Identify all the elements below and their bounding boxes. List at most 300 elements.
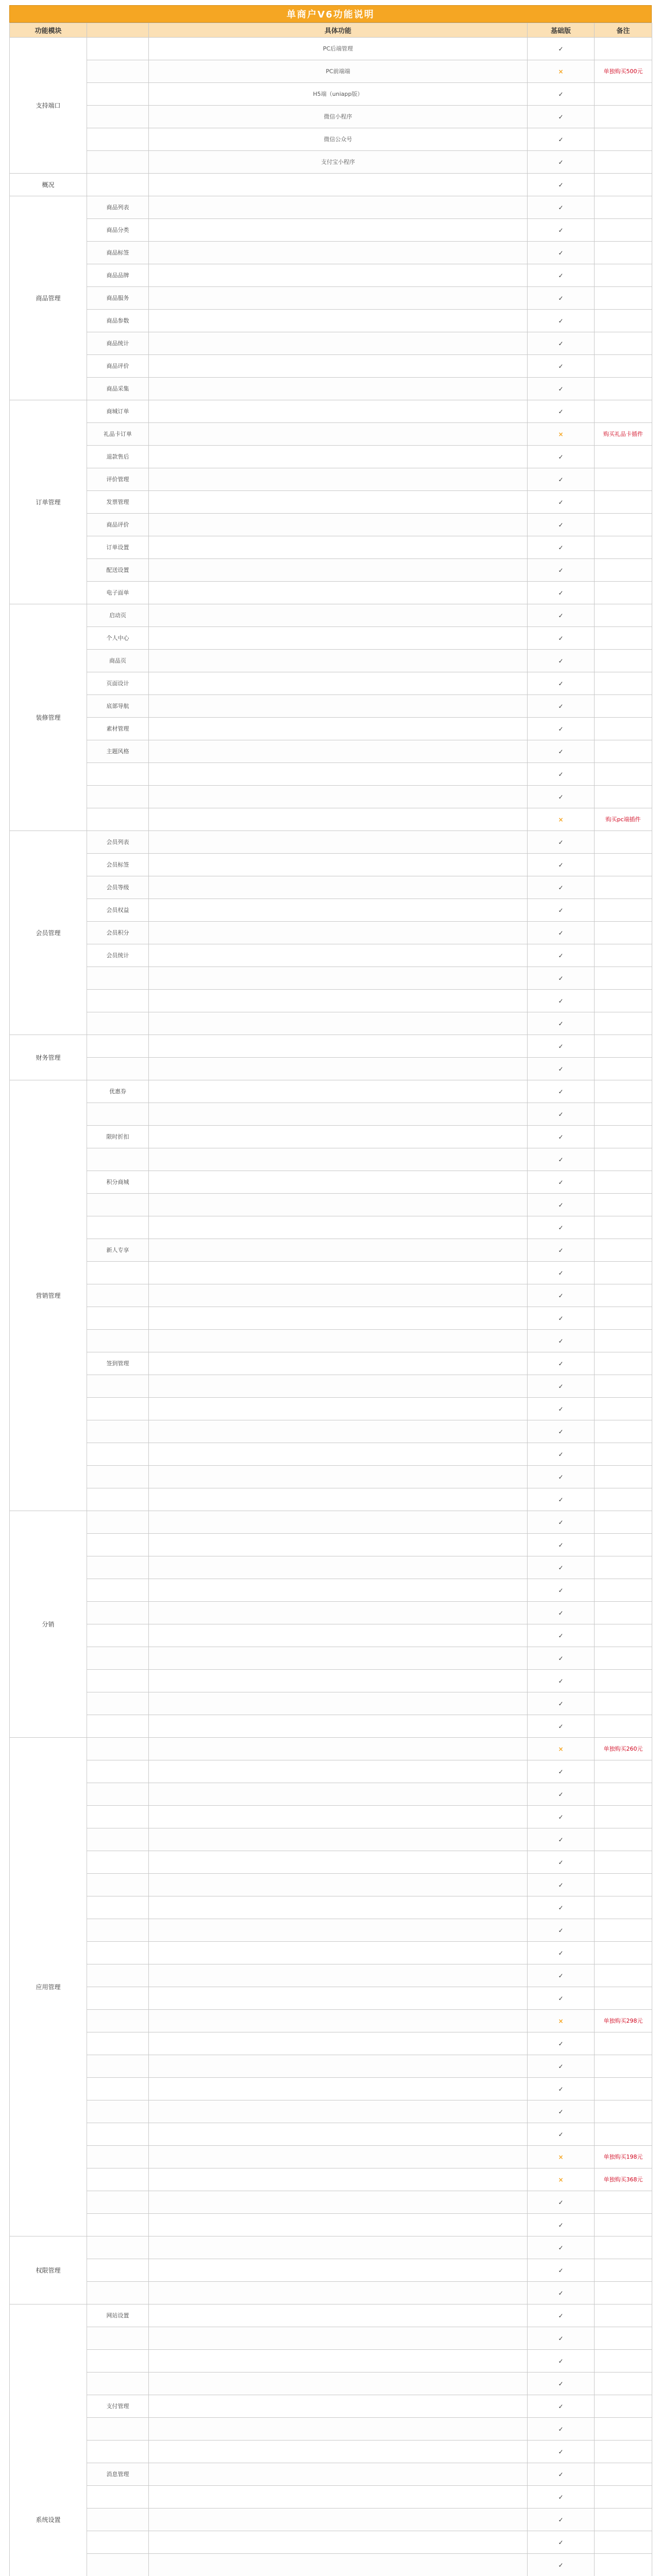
note-cell — [595, 1987, 652, 2010]
description-cell — [149, 1035, 528, 1058]
note-cell — [595, 2486, 652, 2509]
description-cell — [149, 1398, 528, 1420]
description-cell — [149, 763, 528, 786]
sub-category-cell — [87, 2554, 149, 2576]
note-cell — [595, 1126, 652, 1148]
table-row — [10, 2078, 652, 2100]
description-cell — [149, 1624, 528, 1647]
note-cell — [595, 1602, 652, 1624]
standard-check-cell: ✓ — [528, 1511, 595, 1534]
table-row — [10, 1579, 652, 1602]
standard-check-cell: ✓ — [528, 128, 595, 151]
standard-check-cell: ✓ — [528, 2531, 595, 2554]
table-row — [10, 2146, 652, 2168]
standard-check-cell: ✓ — [528, 1964, 595, 1987]
sub-category-cell: 支付管理 — [87, 2395, 149, 2418]
note-cell — [595, 491, 652, 514]
sub-category-cell: 商品采集 — [87, 378, 149, 400]
note-cell — [595, 1942, 652, 1964]
sub-category-cell — [87, 2055, 149, 2078]
sub-category-cell — [87, 1375, 149, 1398]
sub-category-cell: 会员等级 — [87, 876, 149, 899]
note-cell — [595, 627, 652, 650]
module-cell: 支持端口 — [10, 38, 87, 174]
table-row — [10, 355, 652, 378]
note-cell — [595, 1307, 652, 1330]
description-cell — [149, 400, 528, 423]
sub-category-cell — [87, 2509, 149, 2531]
standard-check-cell: ✓ — [528, 106, 595, 128]
table-row — [10, 1738, 652, 1760]
table-row — [10, 196, 652, 219]
note-cell — [595, 967, 652, 990]
sub-category-cell: 个人中心 — [87, 627, 149, 650]
table-row — [10, 106, 652, 128]
sub-category-cell — [87, 808, 149, 831]
table-row — [10, 786, 652, 808]
description-cell — [149, 2168, 528, 2191]
sub-category-cell: 签到管理 — [87, 1352, 149, 1375]
note-cell — [595, 876, 652, 899]
table-row — [10, 536, 652, 559]
description-cell — [149, 1466, 528, 1488]
note-cell — [595, 2395, 652, 2418]
table-row — [10, 2010, 652, 2032]
sub-category-cell — [87, 1919, 149, 1942]
standard-check-cell: ✓ — [528, 2055, 595, 2078]
document-title: 单商户V6功能说明 — [9, 5, 652, 23]
sub-category-cell — [87, 990, 149, 1012]
sub-category-cell: 限时折扣 — [87, 1126, 149, 1148]
header-sub — [87, 23, 149, 38]
sub-category-cell — [87, 2327, 149, 2350]
table-row — [10, 2100, 652, 2123]
note-cell — [595, 1035, 652, 1058]
description-cell — [149, 2146, 528, 2168]
description-cell — [149, 310, 528, 332]
module-cell: 应用管理 — [10, 1738, 87, 2236]
description-cell — [149, 967, 528, 990]
sub-category-cell — [87, 1307, 149, 1330]
description-cell — [149, 1851, 528, 1874]
sub-category-cell: 消息管理 — [87, 2463, 149, 2486]
description-cell — [149, 1352, 528, 1375]
standard-check-cell: ✓ — [528, 1828, 595, 1851]
standard-check-cell: ✓ — [528, 876, 595, 899]
sub-category-cell: 商品服务 — [87, 287, 149, 310]
sub-category-cell — [87, 2418, 149, 2441]
description-cell — [149, 559, 528, 582]
note-cell — [595, 536, 652, 559]
note-cell — [595, 264, 652, 287]
sub-category-cell — [87, 2259, 149, 2282]
note-cell: 单独购买198元 — [595, 2146, 652, 2168]
description-cell — [149, 922, 528, 944]
standard-check-cell: ✓ — [528, 604, 595, 627]
sub-category-cell: 配送设置 — [87, 559, 149, 582]
standard-check-cell: ✓ — [528, 2032, 595, 2055]
note-cell — [595, 446, 652, 468]
note-cell — [595, 355, 652, 378]
note-cell — [595, 2191, 652, 2214]
note-cell — [595, 38, 652, 60]
table-row — [10, 2259, 652, 2282]
description-cell — [149, 944, 528, 967]
header-note: 备注 — [595, 23, 652, 38]
standard-check-cell: × — [528, 2168, 595, 2191]
description-cell — [149, 1942, 528, 1964]
description-cell — [149, 2418, 528, 2441]
description-cell — [149, 1874, 528, 1896]
note-cell — [595, 1216, 652, 1239]
description-cell — [149, 1443, 528, 1466]
standard-check-cell: ✓ — [528, 2214, 595, 2236]
sub-category-cell — [87, 1556, 149, 1579]
note-cell — [595, 582, 652, 604]
sub-category-cell — [87, 2123, 149, 2146]
description-cell — [149, 1126, 528, 1148]
sub-category-cell — [87, 2486, 149, 2509]
sub-category-cell — [87, 763, 149, 786]
sub-category-cell: 商城订单 — [87, 400, 149, 423]
description-cell — [149, 808, 528, 831]
note-cell — [595, 1420, 652, 1443]
standard-check-cell: ✓ — [528, 1647, 595, 1670]
sub-category-cell — [87, 2531, 149, 2554]
note-cell — [595, 1715, 652, 1738]
table-row — [10, 1828, 652, 1851]
sub-category-cell — [87, 1964, 149, 1987]
sub-category-cell — [87, 2010, 149, 2032]
table-row — [10, 1284, 652, 1307]
standard-check-cell: ✓ — [528, 1352, 595, 1375]
table-row — [10, 128, 652, 151]
note-cell — [595, 1239, 652, 1262]
standard-check-cell: ✓ — [528, 174, 595, 196]
table-row — [10, 1443, 652, 1466]
note-cell — [595, 1488, 652, 1511]
note-cell — [595, 1058, 652, 1080]
sub-category-cell — [87, 786, 149, 808]
standard-check-cell: ✓ — [528, 718, 595, 740]
note-cell — [595, 1194, 652, 1216]
standard-check-cell: ✓ — [528, 2509, 595, 2531]
note-cell — [595, 1012, 652, 1035]
note-cell — [595, 2418, 652, 2441]
table-row — [10, 2191, 652, 2214]
description-cell — [149, 2441, 528, 2463]
sub-category-cell: 订单设置 — [87, 536, 149, 559]
sub-category-cell — [87, 967, 149, 990]
standard-check-cell: ✓ — [528, 740, 595, 763]
module-cell: 商品管理 — [10, 196, 87, 400]
sub-category-cell: 商品页 — [87, 650, 149, 672]
description-cell — [149, 1738, 528, 1760]
note-cell — [595, 1171, 652, 1194]
description-cell — [149, 1058, 528, 1080]
table-row — [10, 967, 652, 990]
table-row — [10, 944, 652, 967]
description-cell — [149, 1964, 528, 1987]
note-cell — [595, 1579, 652, 1602]
standard-check-cell: ✓ — [528, 2395, 595, 2418]
standard-check-cell: ✓ — [528, 1307, 595, 1330]
note-cell — [595, 1806, 652, 1828]
description-cell — [149, 1602, 528, 1624]
table-row — [10, 1942, 652, 1964]
table-row — [10, 990, 652, 1012]
table-row — [10, 695, 652, 718]
note-cell — [595, 2531, 652, 2554]
table-row — [10, 718, 652, 740]
note-cell — [595, 1851, 652, 1874]
table-row — [10, 1103, 652, 1126]
sub-category-cell: 启动页 — [87, 604, 149, 627]
description-cell — [149, 2236, 528, 2259]
table-row — [10, 1987, 652, 2010]
description-cell — [149, 423, 528, 446]
standard-check-cell: ✓ — [528, 1058, 595, 1080]
table-row — [10, 1806, 652, 1828]
standard-check-cell: ✓ — [528, 1194, 595, 1216]
table-body — [10, 38, 652, 2576]
standard-check-cell: ✓ — [528, 1375, 595, 1398]
description-cell — [149, 1579, 528, 1602]
standard-check-cell: ✓ — [528, 332, 595, 355]
module-cell: 概况 — [10, 174, 87, 196]
sub-category-cell — [87, 2372, 149, 2395]
description-cell — [149, 831, 528, 854]
standard-check-cell: × — [528, 423, 595, 446]
table-row — [10, 1330, 652, 1352]
table-row — [10, 1488, 652, 1511]
sub-category-cell — [87, 1783, 149, 1806]
sub-category-cell — [87, 1466, 149, 1488]
standard-check-cell: ✓ — [528, 1624, 595, 1647]
sub-category-cell — [87, 1760, 149, 1783]
sub-category-cell: 商品评价 — [87, 355, 149, 378]
description-cell — [149, 2509, 528, 2531]
standard-check-cell: ✓ — [528, 1602, 595, 1624]
table-row — [10, 491, 652, 514]
sub-category-cell — [87, 1874, 149, 1896]
sub-category-cell — [87, 2100, 149, 2123]
standard-check-cell: ✓ — [528, 2100, 595, 2123]
standard-check-cell: ✓ — [528, 944, 595, 967]
standard-check-cell: ✓ — [528, 1670, 595, 1692]
description-cell — [149, 1556, 528, 1579]
standard-check-cell: ✓ — [528, 1284, 595, 1307]
sub-category-cell: 商品标签 — [87, 242, 149, 264]
header-standard: 基础版 — [528, 23, 595, 38]
standard-check-cell: ✓ — [528, 2441, 595, 2463]
sub-category-cell — [87, 1262, 149, 1284]
standard-check-cell: ✓ — [528, 1035, 595, 1058]
standard-check-cell: ✓ — [528, 2350, 595, 2372]
sub-category-cell — [87, 1012, 149, 1035]
table-row — [10, 1307, 652, 1330]
note-cell — [595, 899, 652, 922]
table-row — [10, 2486, 652, 2509]
description-cell — [149, 2327, 528, 2350]
standard-check-cell: ✓ — [528, 1919, 595, 1942]
sub-category-cell: 页面设计 — [87, 672, 149, 695]
description-cell — [149, 468, 528, 491]
sub-category-cell: 商品统计 — [87, 332, 149, 355]
sub-category-cell: 礼品卡订单 — [87, 423, 149, 446]
description-cell — [149, 2486, 528, 2509]
note-cell — [595, 854, 652, 876]
sub-category-cell — [87, 1443, 149, 1466]
standard-check-cell: ✓ — [528, 2463, 595, 2486]
standard-check-cell: ✓ — [528, 1216, 595, 1239]
note-cell — [595, 174, 652, 196]
table-row — [10, 1511, 652, 1534]
table-row — [10, 2214, 652, 2236]
description-cell — [149, 446, 528, 468]
note-cell — [595, 650, 652, 672]
standard-check-cell: ✓ — [528, 446, 595, 468]
description-cell — [149, 1375, 528, 1398]
standard-check-cell: ✓ — [528, 1103, 595, 1126]
sub-category-cell — [87, 2441, 149, 2463]
standard-check-cell: ✓ — [528, 1851, 595, 1874]
header-module: 功能模块 — [10, 23, 87, 38]
standard-check-cell: ✓ — [528, 2554, 595, 2576]
table-row — [10, 1692, 652, 1715]
note-cell — [595, 378, 652, 400]
table-row — [10, 627, 652, 650]
description-cell: PC后端管理 — [149, 38, 528, 60]
standard-check-cell: ✓ — [528, 1080, 595, 1103]
standard-check-cell: ✓ — [528, 1126, 595, 1148]
sub-category-cell — [87, 1806, 149, 1828]
sub-category-cell: 优惠券 — [87, 1080, 149, 1103]
sub-category-cell — [87, 1647, 149, 1670]
standard-check-cell: ✓ — [528, 310, 595, 332]
sub-category-cell — [87, 83, 149, 106]
table-row — [10, 332, 652, 355]
table-row — [10, 151, 652, 174]
note-cell — [595, 1284, 652, 1307]
description-cell — [149, 355, 528, 378]
description-cell — [149, 1783, 528, 1806]
standard-check-cell: ✓ — [528, 559, 595, 582]
note-cell — [595, 1103, 652, 1126]
note-cell — [595, 242, 652, 264]
description-cell: 微信小程序 — [149, 106, 528, 128]
sub-category-cell — [87, 2214, 149, 2236]
description-cell — [149, 1239, 528, 1262]
standard-check-cell: ✓ — [528, 1330, 595, 1352]
description-cell — [149, 2078, 528, 2100]
table-row — [10, 2531, 652, 2554]
note-cell — [595, 1080, 652, 1103]
sub-category-cell: 积分商城 — [87, 1171, 149, 1194]
standard-check-cell: ✓ — [528, 831, 595, 854]
table-row — [10, 1148, 652, 1171]
table-row — [10, 2372, 652, 2395]
table-row — [10, 899, 652, 922]
table-row — [10, 2350, 652, 2372]
note-cell — [595, 559, 652, 582]
note-cell: 单独购买298元 — [595, 2010, 652, 2032]
note-cell — [595, 2032, 652, 2055]
note-cell — [595, 740, 652, 763]
note-cell — [595, 1262, 652, 1284]
description-cell — [149, 1647, 528, 1670]
standard-check-cell: ✓ — [528, 264, 595, 287]
description-cell: H5端（uniapp版） — [149, 83, 528, 106]
note-cell — [595, 2282, 652, 2304]
table-row — [10, 1058, 652, 1080]
standard-check-cell: ✓ — [528, 695, 595, 718]
note-cell — [595, 1647, 652, 1670]
note-cell — [595, 106, 652, 128]
description-cell — [149, 242, 528, 264]
sub-category-cell: 主题风格 — [87, 740, 149, 763]
table-row — [10, 1602, 652, 1624]
description-cell — [149, 740, 528, 763]
sub-category-cell — [87, 1330, 149, 1352]
description-cell — [149, 514, 528, 536]
standard-check-cell: ✓ — [528, 1692, 595, 1715]
note-cell — [595, 2236, 652, 2259]
note-cell — [595, 196, 652, 219]
sub-category-cell: 会员标签 — [87, 854, 149, 876]
table-row — [10, 604, 652, 627]
sub-category-cell — [87, 1670, 149, 1692]
note-cell — [595, 1466, 652, 1488]
table-row — [10, 219, 652, 242]
sub-category-cell: 商品分类 — [87, 219, 149, 242]
description-cell — [149, 287, 528, 310]
sub-category-cell — [87, 106, 149, 128]
standard-check-cell: ✓ — [528, 899, 595, 922]
note-cell: 单独购买500元 — [595, 60, 652, 83]
table-row — [10, 2441, 652, 2463]
sub-category-cell — [87, 1624, 149, 1647]
note-cell — [595, 400, 652, 423]
sub-category-cell — [87, 1692, 149, 1715]
standard-check-cell: ✓ — [528, 2486, 595, 2509]
table-row — [10, 1670, 652, 1692]
note-cell: 单独购买260元 — [595, 1738, 652, 1760]
note-cell — [595, 2259, 652, 2282]
sub-category-cell: 电子面单 — [87, 582, 149, 604]
note-cell — [595, 1352, 652, 1375]
note-cell — [595, 1874, 652, 1896]
standard-check-cell: ✓ — [528, 990, 595, 1012]
note-cell — [595, 1919, 652, 1942]
note-cell — [595, 2123, 652, 2146]
description-cell — [149, 1148, 528, 1171]
standard-check-cell: ✓ — [528, 219, 595, 242]
standard-check-cell: ✓ — [528, 582, 595, 604]
sub-category-cell — [87, 1035, 149, 1058]
table-row — [10, 1194, 652, 1216]
description-cell — [149, 1715, 528, 1738]
note-cell — [595, 1964, 652, 1987]
sub-category-cell — [87, 1534, 149, 1556]
sub-category-cell — [87, 2078, 149, 2100]
description-cell — [149, 2304, 528, 2327]
sub-category-cell: 网站设置 — [87, 2304, 149, 2327]
table-row — [10, 1964, 652, 1987]
table-row — [10, 1126, 652, 1148]
description-cell — [149, 1216, 528, 1239]
table-row — [10, 264, 652, 287]
